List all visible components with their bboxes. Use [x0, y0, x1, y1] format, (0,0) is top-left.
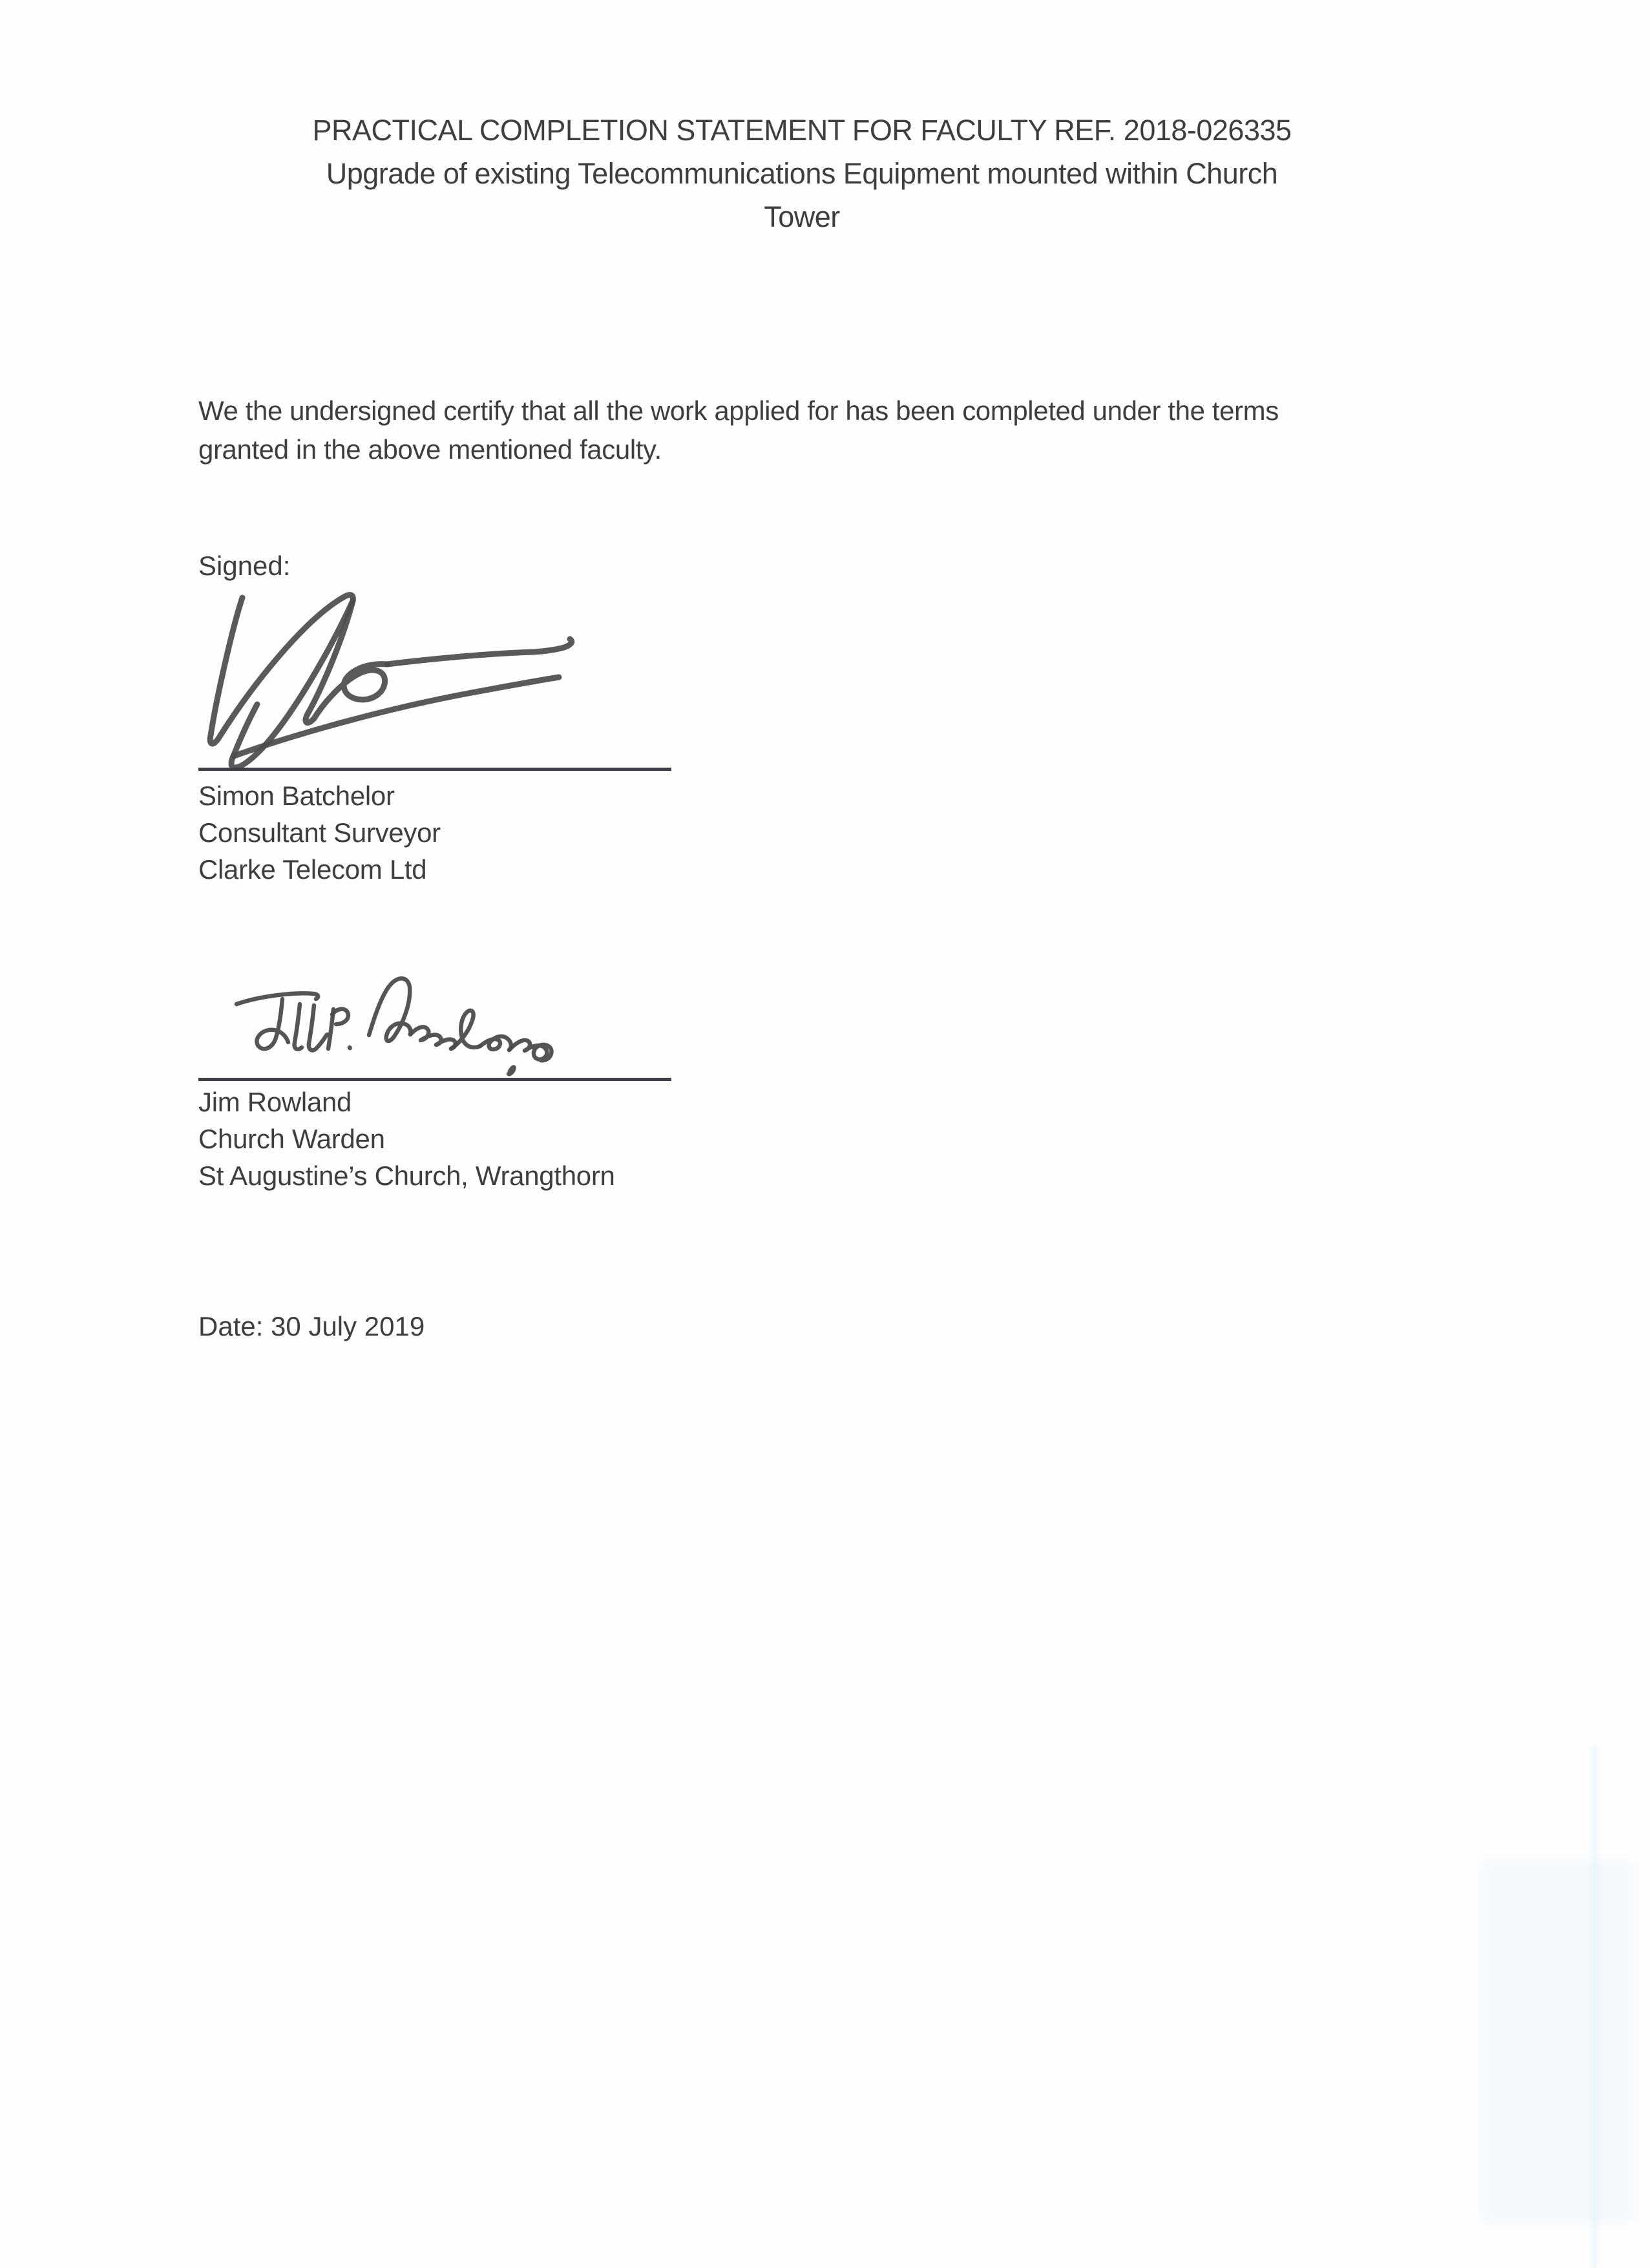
signature-simon-batchelor — [181, 582, 827, 775]
signature-stroke — [234, 677, 559, 756]
title-line-1: PRACTICAL COMPLETION STATEMENT FOR FACULTY REF. 2018-026335 — [312, 114, 1292, 147]
signature-stroke — [257, 999, 288, 1049]
signed-label: Signed: — [198, 551, 291, 581]
signature-stroke — [509, 1040, 552, 1060]
signatory-name: Simon Batchelor — [198, 781, 395, 811]
title-line-3: Tower — [764, 200, 840, 233]
scan-artifact — [1591, 1745, 1597, 2268]
signatory-organisation: St Augustine’s Church, Wrangthorn — [198, 1160, 615, 1191]
signatory-block-2 — [198, 1084, 615, 1194]
title-line-2: Upgrade of existing Telecommunications Equipment mounted within Church — [326, 157, 1278, 190]
date-line: Date: 30 July 2019 — [198, 1311, 425, 1341]
statement-line-1: We the undersigned certify that all the work applied for has been completed under the terms — [198, 395, 1279, 426]
signature-stroke — [295, 1004, 302, 1049]
signatory-block-1 — [198, 777, 441, 888]
signature-stroke — [410, 1027, 456, 1049]
signatory-organisation: Clarke Telecom Ltd — [198, 854, 427, 885]
signatory-name: Jim Rowland — [198, 1087, 352, 1117]
signature-stroke — [480, 1036, 511, 1050]
signature-stroke — [231, 601, 353, 768]
signature-stroke — [236, 993, 318, 1004]
scan-artifact — [1480, 1861, 1635, 2223]
signature-jim-rowland — [220, 956, 607, 1086]
signature-rule-1 — [198, 768, 671, 771]
signatory-role: Consultant Surveyor — [198, 817, 441, 848]
signature-stroke — [451, 1011, 480, 1049]
signature-stroke — [387, 639, 572, 664]
signature-stroke — [369, 978, 411, 1041]
statement-line-2: granted in the above mentioned faculty. — [198, 434, 662, 465]
document-title — [211, 109, 1393, 238]
certification-statement — [198, 392, 1279, 469]
signatory-role: Church Warden — [198, 1124, 385, 1154]
signature-stroke — [509, 1067, 514, 1074]
signature-stroke — [309, 1005, 327, 1051]
signature-rule-2 — [198, 1078, 671, 1081]
